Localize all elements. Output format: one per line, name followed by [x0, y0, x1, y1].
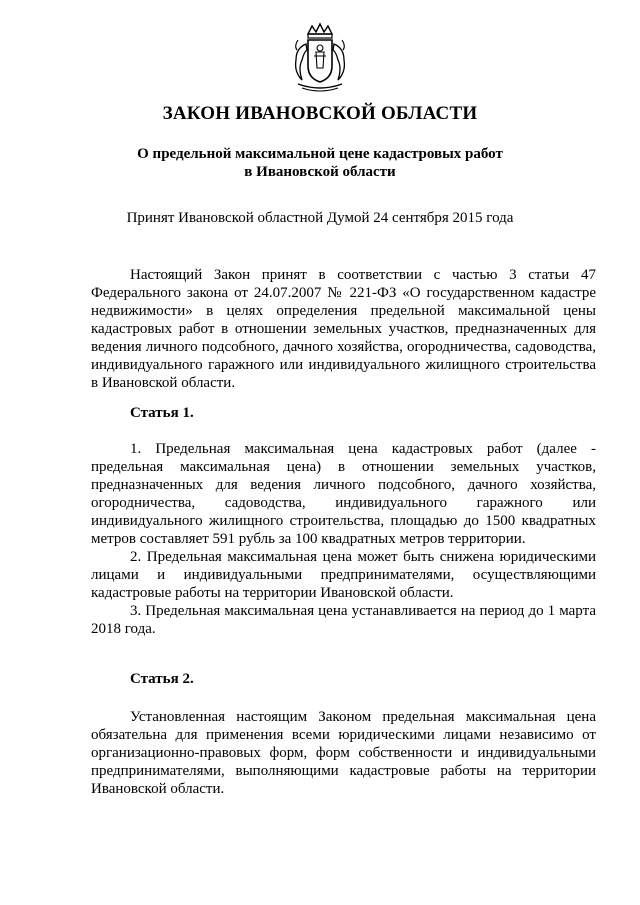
article-1-heading: Статья 1.	[130, 405, 194, 421]
law-subtitle	[0, 145, 640, 181]
article-1-body	[91, 440, 596, 638]
article-1-paragraph-3: 3. Предельная максимальная цена устанавливается на период до 1 марта 2018 года.	[91, 603, 596, 637]
subtitle-line-1: О предельной максимальной цене кадастровых работ	[137, 146, 503, 162]
subtitle-line-2: в Ивановской области	[244, 164, 396, 180]
article-2-paragraph-1: Установленная настоящим Законом предельная максимальная цена обязательна для применения всеми юридическими лицами независимо от организационно-правовых форм, форм собственности и индивидуальными предпринимателями, выполняющими кадастровые работы на территории Ивановской области.	[91, 709, 596, 797]
law-title: ЗАКОН ИВАНОВСКОЙ ОБЛАСТИ	[162, 103, 478, 124]
article-1-paragraph-2: 2. Предельная максимальная цена может быть снижена юридическими лицами и индивидуальными предпринимателями, осуществляющими кадастровые работы на территории Ивановской области.	[91, 549, 596, 601]
adoption-note: Принят Ивановской областной Думой 24 сентября 2015 года	[126, 210, 514, 226]
preamble-paragraph: Настоящий Закон принят в соответствии с частью 3 статьи 47 Федерального закона от 24.07.2007 № 221-ФЗ «О государственном кадастре недвижимости» в целях определения предельной максимальной цены кадастровых работ в отношении земельных участков, предназначенных для ведения личного подсобного, дачного хозяйства, огородничества, садоводства, индивидуального гаражного или индивидуального жилищного строительства в Ивановской области.	[91, 267, 596, 391]
preamble	[91, 266, 596, 392]
article-2-heading: Статья 2.	[130, 671, 194, 687]
ivanovo-coat-of-arms-icon	[288, 22, 352, 94]
article-1-paragraph-1: 1. Предельная максимальная цена кадастровых работ (далее - предельная максимальная цена) в отношении земельных участков, предназначенных для ведения личного подсобного, дачного хозяйства, огородничества, садоводства, индивидуального гаражного или индивидуального жилищного строительства, площадью до 1500 квадратных метров составляет 591 рубль за 100 квадратных метров территории.	[91, 441, 596, 547]
article-2-body	[91, 708, 596, 798]
